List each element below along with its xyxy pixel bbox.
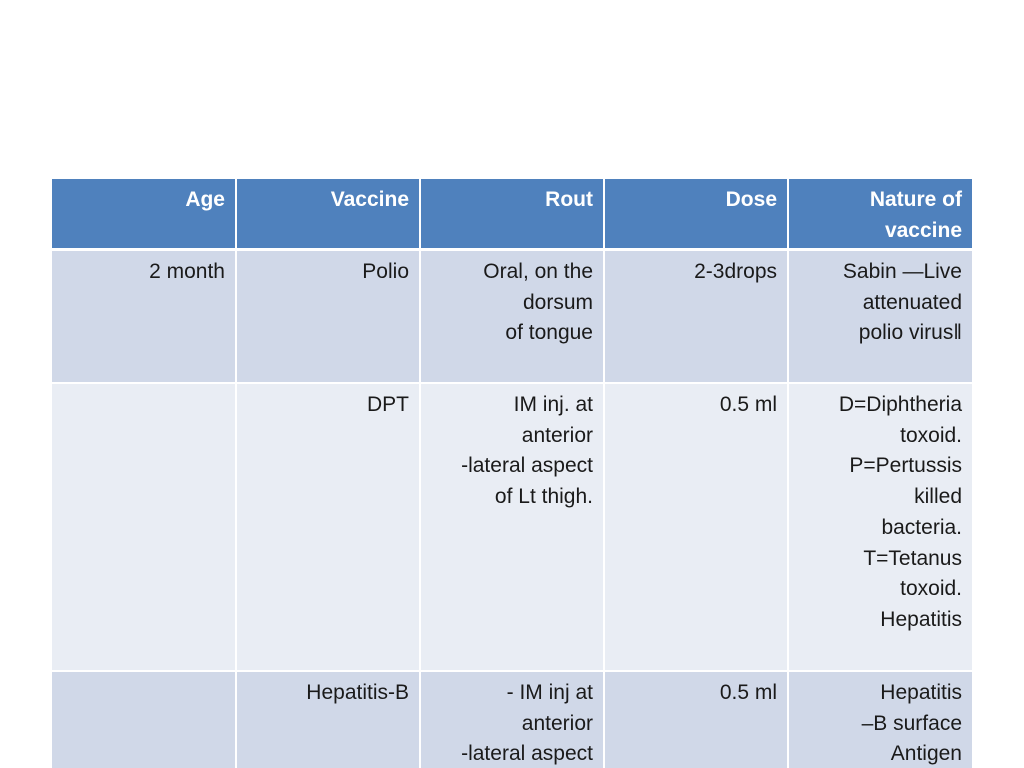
table-row [52,383,972,671]
cell-line: toxoid. [900,423,962,447]
cell-line: Hepatitis [880,607,962,631]
cell-line: toxoid. [900,577,962,601]
header-nature-line: Nature of [869,188,962,211]
cell-vaccine: Hepatitis-B [236,671,420,768]
cell-line: bacteria. [881,515,962,539]
cell-age [52,671,236,768]
cell-nature [788,250,972,384]
header-nature [788,179,972,250]
cell-line: anterior [521,711,593,735]
cell-line: polio virus‖ [858,321,962,345]
vaccine-schedule-table [52,179,972,768]
cell-line: dorsum [522,290,593,314]
header-rout: Rout [420,179,604,250]
cell-line: anterior [521,423,593,447]
cell-nature [788,383,972,671]
header-dose: Dose [604,179,788,250]
cell-dose: 0.5 ml [604,671,788,768]
cell-line: IM inj. at [513,393,593,416]
header-vaccine: Vaccine [236,179,420,250]
cell-age [52,383,236,671]
header-nature-line: vaccine [884,218,962,242]
cell-nature [788,671,972,768]
cell-line: -lateral aspect [461,454,593,478]
cell-rout [420,671,604,768]
cell-dose: 0.5 ml [604,383,788,671]
cell-dose: 2-3drops [604,250,788,384]
cell-line: D=Diphtheria [838,393,962,416]
table-row [52,250,972,384]
cell-vaccine: DPT [236,383,420,671]
cell-line: attenuated [862,290,962,314]
cell-line: of tongue [505,321,593,345]
cell-line: Hepatitis [880,681,962,704]
cell-line: - IM inj at [506,681,593,704]
cell-line: P=Pertussis [849,454,962,478]
cell-line: -lateral aspect [461,742,593,766]
cell-line: Antigen [890,742,962,766]
cell-line: killed [914,485,962,509]
cell-line: Oral, on the [483,260,593,283]
header-age: Age [52,179,236,250]
cell-line: –B surface [861,711,962,735]
cell-vaccine: Polio [236,250,420,384]
cell-line: of Lt thigh. [494,485,593,509]
cell-age: 2 month [52,250,236,384]
cell-rout [420,250,604,384]
cell-line: T=Tetanus [863,546,962,570]
cell-rout [420,383,604,671]
table-row [52,671,972,768]
table-header-row [52,179,972,250]
cell-line: Sabin —Live [842,260,962,283]
